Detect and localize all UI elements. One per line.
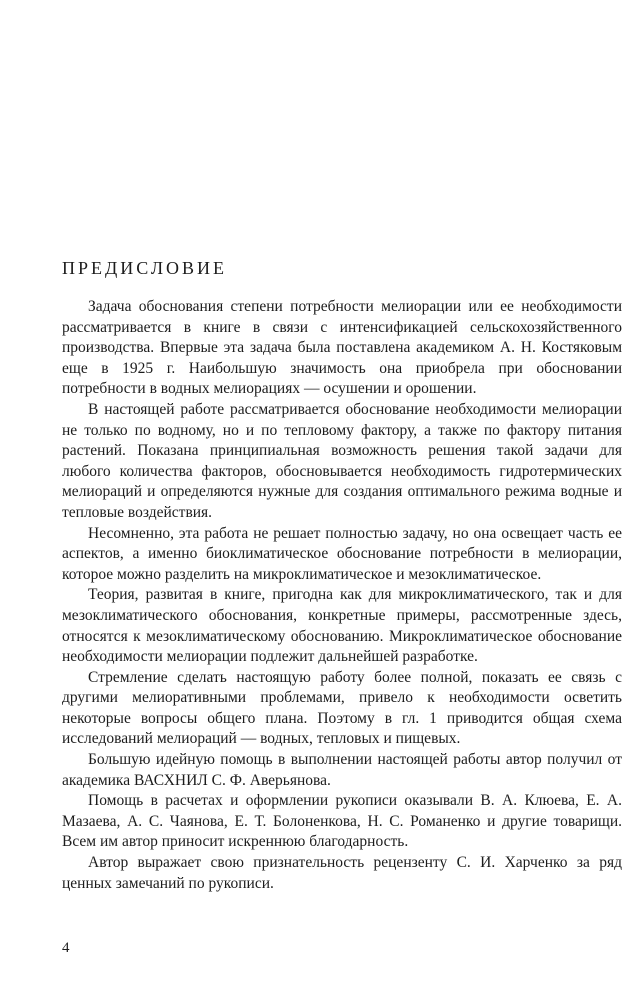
preface-text — [62, 297, 622, 894]
paragraph-4: Теория, развитая в книге, пригодна как для микроклиматического, так и для мезоклиматического обоснования, конкретные примеры, рассмотренные здесь, относятся к мезоклиматическому обоснованию. Микроклиматическое обоснование необходимости мелиорации подлежит дальнейшей разработке. — [62, 586, 622, 666]
paragraph-8: Автор выражает свою признательность рецензенту С. И. Харченко за ряд ценных замечаний по рукописи. — [62, 854, 622, 892]
paragraph-3: Несомненно, эта работа не решает полностью задачу, но она освещает часть ее аспектов, а именно биоклиматическое обоснование потребности в мелиорации, которое можно разделить на микроклиматическое и мезоклиматическое. — [62, 524, 622, 583]
page-number: 4 — [62, 940, 70, 956]
paragraph-1: Задача обоснования степени потребности мелиорации или ее необходимости рассматривается в книге в связи с интенсификацией сельскохозяйственного производства. Впервые эта задача была поставлена академиком А. Н. Костяковым еще в 1925 г. Наибольшую значимость она приобрела при обосновании потребности в водных мелиорациях — осушении и орошении. — [62, 298, 622, 398]
page-title: ПРЕДИСЛОВИЕ — [62, 258, 228, 278]
paragraph-5: Стремление сделать настоящую работу более полной, показать ее связь с другими мелиоративными проблемами, привело к необходимости осветить некоторые вопросы общего плана. Поэтому в гл. 1 приводится общая схема исследований мелиораций — водных, тепловых и пищевых. — [62, 668, 622, 748]
paragraph-7: Помощь в расчетах и оформлении рукописи оказывали В. А. Клюева, Е. А. Мазаева, А. С. Чаянова, Е. Т. Болоненкова, Н. С. Романенко и другие товарищи. Всем им автор приносит искреннюю благодарность. — [62, 792, 622, 851]
paragraph-2: В настоящей работе рассматривается обоснование необходимости мелиорации не только по водному, но и по тепловому фактору, а также по фактору питания растений. Показана принципиальная возможность решения такой задачи для любого количества факторов, обосновывается необходимость гидротермических мелиораций и определяются нужные для создания оптимального режима водные и тепловые воздействия. — [62, 400, 622, 521]
paragraph-6: Большую идейную помощь в выполнении настоящей работы автор получил от академика ВАСХНИЛ С. Ф. Аверьянова. — [62, 751, 622, 789]
